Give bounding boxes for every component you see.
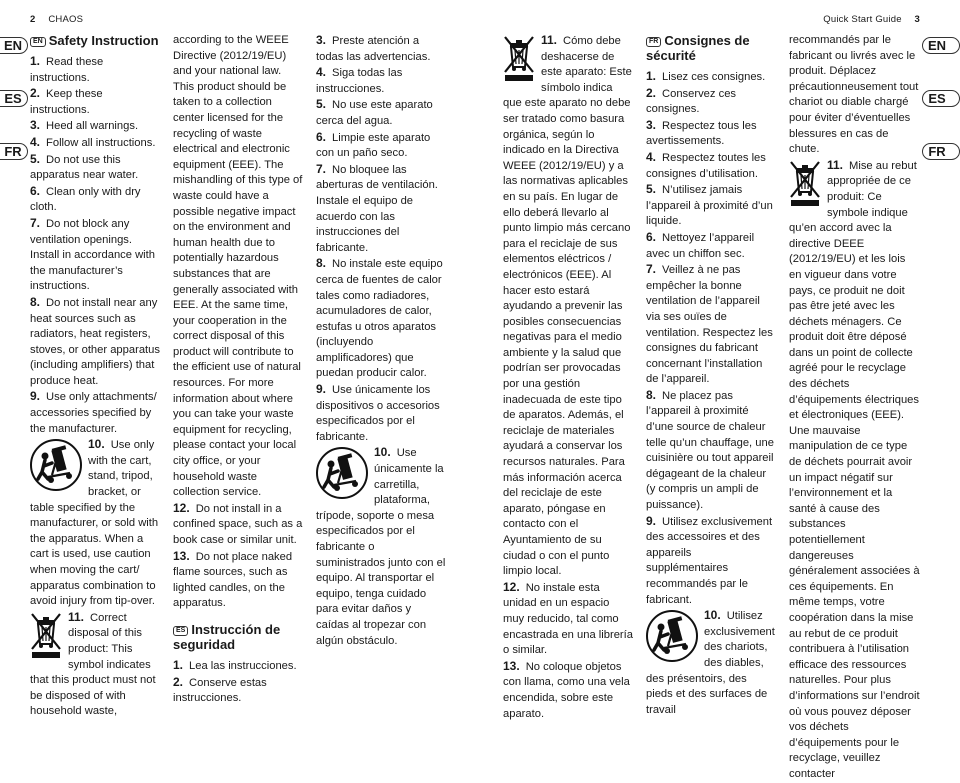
- lang-tab-es-left[interactable]: ES: [0, 90, 28, 107]
- list-item: 3. Preste atención a todas las advertencias.: [316, 33, 431, 63]
- list-item: 2. Keep these instructions.: [30, 86, 103, 116]
- list-item: 4. Follow all instructions.: [30, 134, 156, 149]
- column-es-2: [503, 33, 633, 720]
- list-item: 11. Cómo debe deshacerse de este aparato: Este símbolo indica que este aparato no debe ser tratado como basura orgánica, según lo indicado en la Directiva WEEE (2012/19/EU) y a las normativas aplicables en su país. En lugar de ello deberá llevarlo al punto limpio más cercano para el reciclaje de sus elementos eléctricos / electrónicos (EEE). Al hacer esto estará ayudando a prevenir las posibles consecuencias negativas para el medio ambiente y la salud que podrían ser provocadas por una gestión inadecuada de este tipo de aparatos. Además, el reciclaje de materiales ayudará a conservar los recursos naturales. Para más información acerca del reciclaje de este aparato, póngase en contacto con el Ayuntamiento de su ciudad o con el punto limpio local.: [503, 33, 632, 578]
- page-header-right: [823, 14, 920, 25]
- list-item: 7. Veillez à ne pas empêcher la bonne ventilation de l’appareil via ses ouïes de ventilation. Respectez les consignes du fabricant concernant l’installation de l’appareil.: [646, 262, 773, 386]
- list-item: 7. No bloquee las aberturas de ventilación. Instale el equipo de acuerdo con las instrucciones del fabricante.: [316, 161, 438, 254]
- list-item: 4. Siga todas las instrucciones.: [316, 65, 403, 95]
- list-item: 10. Utilisez exclusivement des chariots, des diables, des présentoirs, des pieds et des surfaces de travail: [646, 608, 775, 716]
- list-item: 1. Lisez ces consignes.: [646, 69, 766, 83]
- cart-tip-over-icon: [30, 439, 82, 491]
- lang-tag: EN: [30, 37, 46, 47]
- list-item: 12. No instale esta unidad en un espacio muy reducido, tal como encastrada en una librería o similar.: [503, 579, 633, 657]
- list-item: 9. Use únicamente los dispositivos o accesorios especificados por el fabricante.: [316, 382, 440, 443]
- page-number-right: 3: [914, 14, 920, 25]
- lang-tab-es-right[interactable]: ES: [922, 90, 960, 107]
- lang-tab-en-left[interactable]: EN: [0, 37, 28, 54]
- list-item: 8. Ne placez pas l’appareil à proximité d’une source de chaleur telle qu’un chauffage, une cuisinière ou tout appareil dégageant de la chaleur (y compris un ampli de puissance).: [646, 387, 774, 512]
- brand-name: CHAOS: [48, 14, 84, 25]
- lang-tag: FR: [646, 37, 661, 47]
- list-item: 5. Do not use this apparatus near water.: [30, 151, 139, 182]
- list-item: 6. Clean only with dry cloth.: [30, 183, 141, 214]
- column-fr-1: [646, 33, 776, 716]
- list-item: 12. Do not install in a confined space, such as a book case or similar unit.: [173, 500, 303, 546]
- list-item: 5. No use este aparato cerca del agua.: [316, 97, 433, 127]
- list-item: 7. Do not block any ventilation openings. Install in accordance with the manufacturer’s instructions.: [30, 215, 155, 293]
- list-item: 13. Do not place naked flame sources, such as lighted candles, on the apparatus.: [173, 548, 293, 610]
- list-item: 9. Utilisez exclusivement des accessoires et des appareils supplémentaires recommandés par le fabricant.: [646, 513, 773, 606]
- list-item: 8. No instale este equipo cerca de fuentes de calor tales como radiadores, acumuladores de calor, estufas u otros aparatos (incluyendo amplificadores) que puedan producir calor.: [316, 256, 443, 380]
- list-item: 9. Use only attachments/ accessories specified by the manufacturer.: [30, 389, 157, 435]
- section-title-fr: FR Consignes de sécurité: [646, 33, 750, 63]
- list-item: 10. Use only with the cart, stand, tripod, bracket, or table specified by the manufacturer, or sold with the apparatus. When a cart is used, use caution when moving the cart/ apparatus combination to avoid injury from tip-over.: [30, 437, 159, 608]
- list-item: 3. Heed all warnings.: [30, 118, 139, 133]
- column-en-1: [30, 33, 160, 718]
- list-item: 10. Use únicamente la carretilla, plataforma, trípode, soporte o mesa especificados por el fabricante o suministrados junto con el equipo. Al transportar el equipo, tenga cuidado para evitar daños y caídas al tropezar con algún obstáculo.: [316, 445, 446, 647]
- column-fr-2: [789, 33, 920, 780]
- list-item: 1. Read these instructions.: [30, 54, 104, 84]
- list-item: 5. N’utilisez jamais l’appareil à proximité d’un liquide.: [646, 182, 773, 228]
- lang-tab-fr-right[interactable]: FR: [922, 143, 960, 160]
- section-title-en: EN Safety Instruction: [30, 33, 160, 48]
- guide-title: Quick Start Guide: [823, 14, 902, 25]
- list-item: 8. Do not install near any heat sources such as radiators, heat registers, stoves, or other apparatus (including amplifiers) that produce heat.: [30, 294, 160, 387]
- column-es-1: [316, 33, 446, 653]
- weee-bin-icon: [789, 160, 821, 206]
- column-en-2: [173, 33, 303, 705]
- section-title-es: ES Instrucción de seguridad: [173, 621, 281, 652]
- list-item: 6. Nettoyez l’appareil avec un chiffon sec.: [646, 229, 755, 260]
- cart-tip-over-icon: [316, 447, 368, 499]
- page-number-left: 2: [30, 14, 36, 25]
- list-item: 6. Limpie este aparato con un paño seco.: [316, 129, 431, 160]
- lang-tab-fr-left[interactable]: FR: [0, 143, 28, 160]
- cart-tip-over-icon: [646, 610, 698, 662]
- weee-bin-icon: [503, 35, 535, 81]
- list-item: 2. Conservez ces consignes.: [646, 85, 737, 116]
- lang-tag: ES: [173, 626, 188, 636]
- paragraph: according to the WEEE Directive (2012/19/EU) and your national law. This product should be taken to a collection center licensed for the recycling of waste electrical and electronic equipment (EEE). The mishandling of this type of waste could have a possible negative impact on the environment and human health due to potentially hazardous substances that are generally associated with EEE. At the same time, your cooperation in the correct disposal of this product will contribute to the efficient use of natural resources. For more information about where you can take your waste equipment for recycling, please contact your local city office, or your household waste collection service.: [173, 34, 303, 499]
- weee-bin-icon: [30, 612, 62, 658]
- list-item: 13. No coloque objetos con llama, como una vela encendida, sobre este aparato.: [503, 658, 630, 720]
- page-header-left: [30, 14, 83, 25]
- list-item: 11. Mise au rebut appropriée de ce produit: Ce symbole indique qu’en accord avec la directive DEEE (2012/19/EU) et les lois en vigueur dans votre pays, ce produit ne doit pas être jeté avec les déchets ménagers. Ce produit doit être déposé dans un point de collecte agréé pour le recyclage des déchets d’équipements électriques et électroniques (EEE). Une mauvaise manipulation de ce type de déchets pourrait avoir un impact négatif sur l’environnement et la santé à cause des substances potentiellement dangereuses généralement associées à ces équipements. En même temps, votre coopération dans la mise au rebut de ce produit contribuera à l’utilisation efficace des ressources naturelles. Pour plus d’informations sur l’endroit où vous pouvez déposer vos déchets d’équipements pour le recyclage, veuillez contacter: [789, 157, 920, 780]
- list-item: 1. Lea las instrucciones.: [173, 657, 297, 672]
- lang-tab-en-right[interactable]: EN: [922, 37, 960, 54]
- list-item: 2. Conserve estas instrucciones.: [173, 674, 267, 705]
- list-item: 3. Respectez tous les avertissements.: [646, 117, 757, 148]
- list-item: 4. Respectez toutes les consignes d’utilisation.: [646, 149, 766, 180]
- list-item: 11. Correct disposal of this product: This symbol indicates that this product must not be disposed of with household waste,: [30, 609, 156, 718]
- paragraph: recommandés par le fabricant ou livrés avec le produit. Déplacez précautionneusement tout chariot ou diable chargé pour éviter d’éventuelles blessures en cas de chute.: [789, 34, 919, 156]
